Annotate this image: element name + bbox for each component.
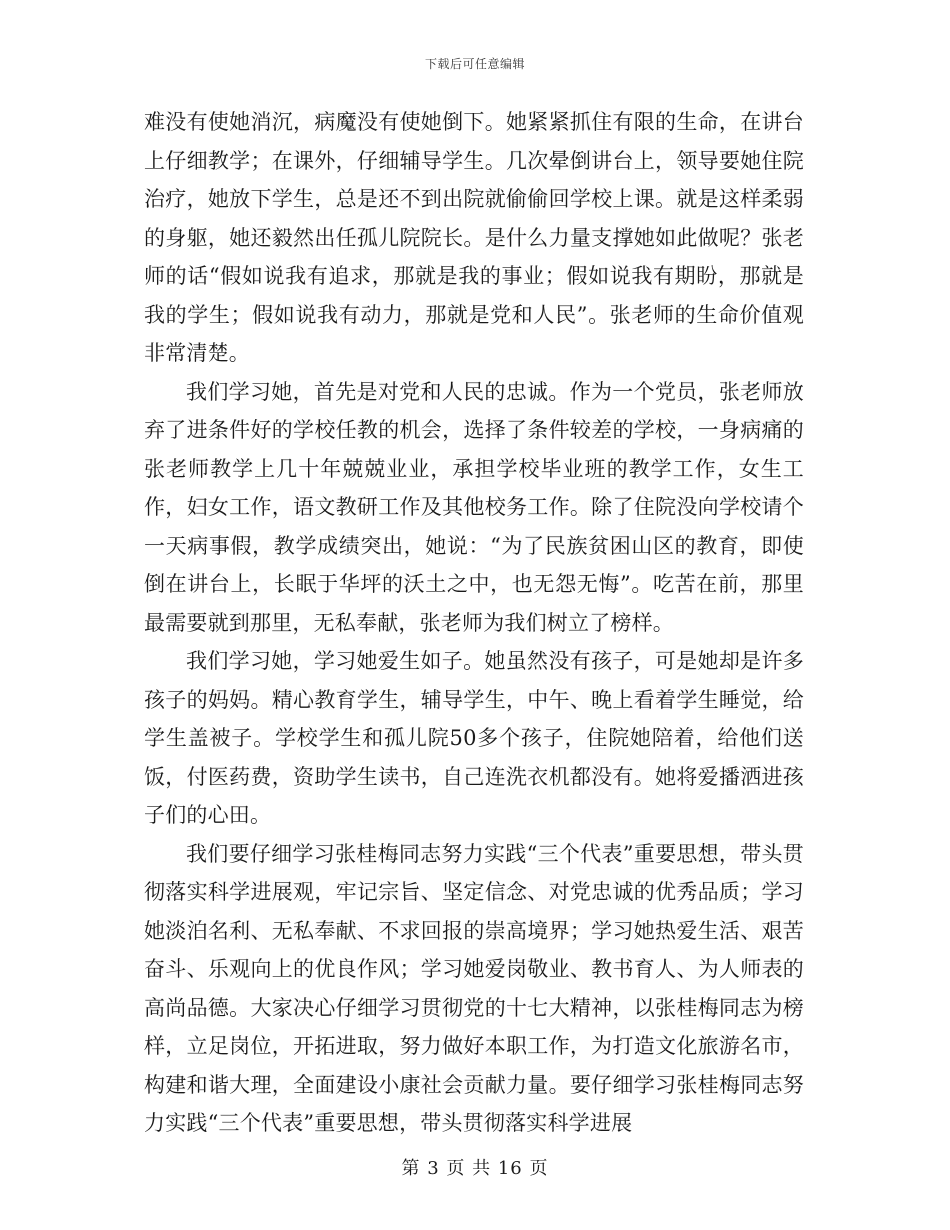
paragraph-1: 难没有使她消沉，病魔没有使她倒下。她紧紧抓住有限的生命，在讲台上仔细教学；在课外，仔细辅导学生。几次晕倒讲台上，领导要她住院治疗，她放下学生，总是还不到出院就偷偷回学校上课。就是这样柔弱的身躯，她还毅然出任孤儿院院长。是什么力量支撑她如此做呢？张老师的话“假如说我有追求，那就是我的事业；假如说我有期盼，那就是我的学生；假如说我有动力，那就是党和人民”。张老师的生命价值观非常清楚。 <box>144 110 804 365</box>
paragraph-4: 我们要仔细学习张桂梅同志努力实践“三个代表”重要思想，带头贯彻落实科学进展观，牢记宗旨、坚定信念、对党忠诚的优秀品质；学习她淡泊名利、无私奉献、不求回报的崇高境界；学习她热爱生活、艰苦奋斗、乐观向上的优良作风；学习她爱岗敬业、教书育人、为人师表的高尚品德。大家决心仔细学习贯彻党的十七大精神，以张桂梅同志为榜样，立足岗位，开拓进取，努力做好本职工作，为打造文化旅游名市，构建和谐大理，全面建设小康社会贡献力量。要仔细学习张桂梅同志努力实践“三个代表”重要思想，带头贯彻落实科学进展 <box>144 841 804 1135</box>
page-number: 第 3 页 共 16 页 <box>401 1158 549 1179</box>
paragraph-2: 我们学习她，首先是对党和人民的忠诚。作为一个党员，张老师放弃了进条件好的学校任教的机会，选择了条件较差的学校，一身病痛的张老师教学上几十年兢兢业业，承担学校毕业班的教学工作，女生工作，妇女工作，语文教研工作及其他校务工作。除了住院没向学校请个一天病事假，教学成绩突出，她说：“为了民族贫困山区的教育，即使倒在讲台上，长眠于华坪的沃土之中，也无怨无悔”。吃苦在前，那里最需要就到那里，无私奉献，张老师为我们树立了榜样。 <box>144 379 804 635</box>
paragraph-3: 我们学习她，学习她爱生如子。她虽然没有孩子，可是她却是许多孩子的妈妈。精心教育学生，辅导学生，中午、晚上看着学生睡觉，给学生盖被子。学校学生和孤儿院50多个孩子，住院她陪着，给他们送饭，付医药费，资助学生读书，自己连洗衣机都没有。她将爱播洒进孩子们的心田。 <box>144 649 804 827</box>
page-header-note: 下载后可任意编辑 <box>424 57 525 71</box>
document-body <box>144 103 804 1143</box>
